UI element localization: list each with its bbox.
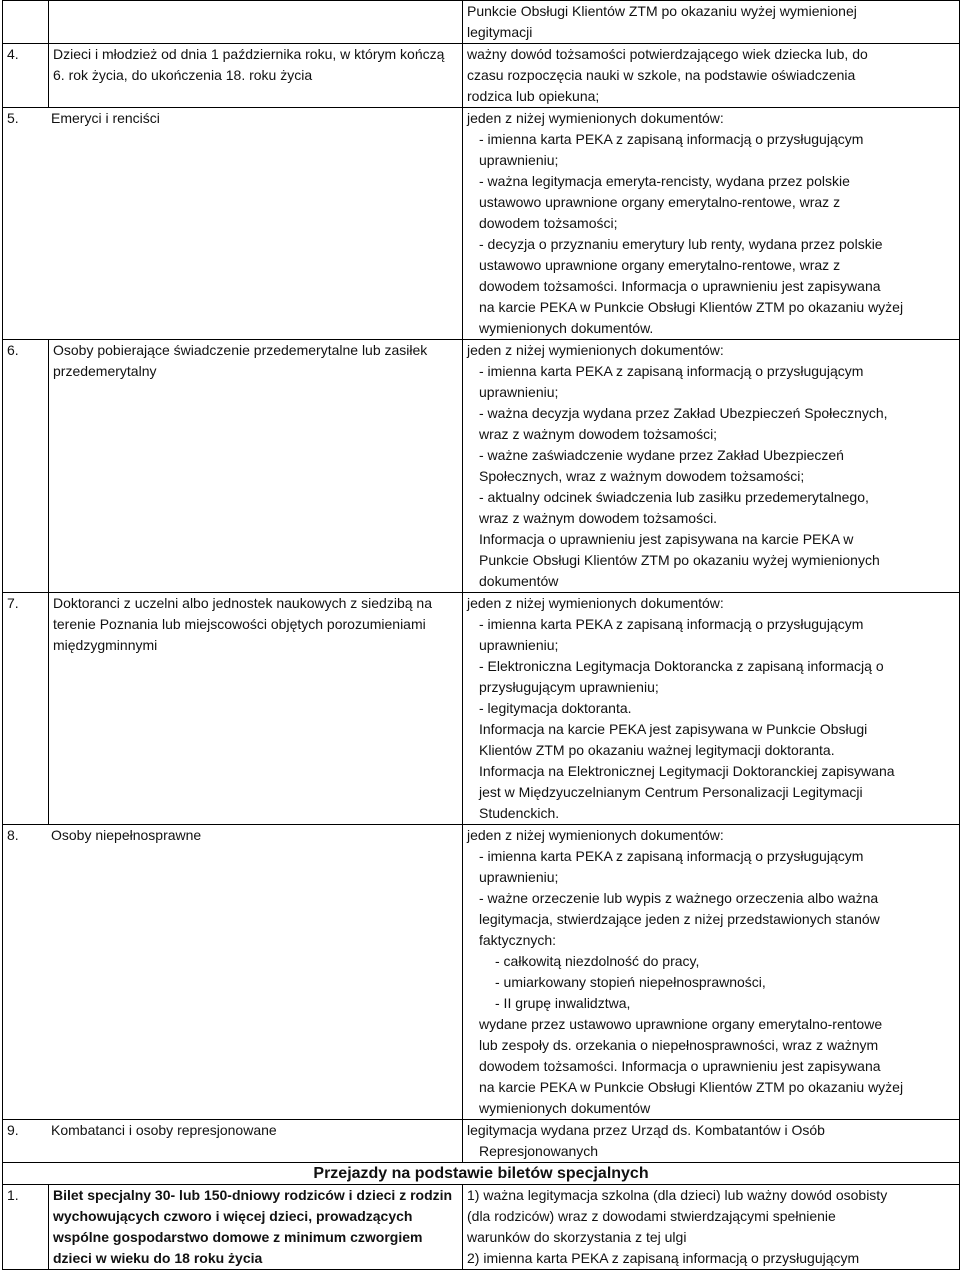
row-number: 5. xyxy=(7,110,19,126)
docs-line: Informacja na Elektronicznej Legitymacji Doktoranckiej zapisywana xyxy=(479,763,895,779)
docs-line: na karcie PEKA w Punkcie Obsługi Klientów ZTM po okazaniu wyżej xyxy=(479,299,904,315)
docs-line: uprawnieniu; xyxy=(479,637,559,653)
docs-line: - II grupę inwalidztwa, xyxy=(495,995,631,1011)
docs-line: lub zespoły ds. orzekania o niepełnosprawności, wraz z ważnym xyxy=(479,1037,879,1053)
docs-line: ustawowo uprawnione organy emerytalno-rentowe, wraz z xyxy=(479,257,841,273)
row-number xyxy=(3,1,49,44)
row-docs xyxy=(463,340,960,593)
row-name: Doktoranci z uczelni albo jednostek naukowych z siedzibą na terenie Poznania lub miejscowości objętych porozumieniami międzygminnymi xyxy=(49,593,463,825)
docs-line: dowodem tożsamości. Informacja o uprawnieniu jest zapisywana xyxy=(479,278,881,294)
docs-line: - ważna legitymacja emeryta-rencisty, wydana przez polskie xyxy=(479,173,850,189)
row-number: 6. xyxy=(3,340,49,593)
row-number: 1. xyxy=(3,1185,49,1270)
row-number: 4. xyxy=(3,44,49,108)
docs-line: przysługującym uprawnieniu; xyxy=(479,679,659,695)
row-name: Osoby niepełnosprawne xyxy=(51,827,202,843)
row-docs xyxy=(463,1,960,44)
docs-line: - imienna karta PEKA z zapisaną informacją o przysługującym xyxy=(479,848,864,864)
docs-line: jeden z niżej wymienionych dokumentów: xyxy=(467,595,724,611)
docs-line: Informacja o uprawnieniu jest zapisywana na karcie PEKA w xyxy=(479,531,854,547)
row-name: Dzieci i młodzież od dnia 1 października roku, w którym kończą 6. rok życia, do ukończenia 18. roku życia xyxy=(49,44,463,108)
docs-line: (dla rodziców) wraz z dowodami stwierdzającymi spełnienie xyxy=(467,1208,836,1224)
table-row xyxy=(3,1,960,44)
row-docs xyxy=(463,44,960,108)
row-label xyxy=(3,1120,463,1163)
docs-line: ustawowo uprawnione organy emerytalno-rentowe, wraz z xyxy=(479,194,841,210)
docs-line: - całkowitą niezdolność do pracy, xyxy=(495,953,700,969)
docs-line: - imienna karta PEKA z zapisaną informacją o przysługującym xyxy=(479,616,864,632)
docs-line: wydane przez ustawowo uprawnione organy emerytalno-rentowe xyxy=(479,1016,883,1032)
docs-line: wymienionych dokumentów. xyxy=(479,320,654,336)
row-label xyxy=(3,825,463,1120)
row-name: Osoby pobierające świadczenie przedemerytalne lub zasiłek przedemerytalny xyxy=(49,340,463,593)
docs-line: Punkcie Obsługi Klientów ZTM po okazaniu wyżej wymienionej xyxy=(467,3,857,19)
row-name xyxy=(49,1,463,44)
docs-line: rodzica lub opiekuna; xyxy=(467,88,600,104)
row-label xyxy=(3,108,463,340)
docs-line: uprawnieniu; xyxy=(479,869,559,885)
row-name: Bilet specjalny 30- lub 150-dniowy rodziców i dzieci z rodzin wychowujących czworo i więcej dzieci, prowadzących wspólne gospodarstwo domowe z minimum czworgiem dzieci w wieku do 18 roku życia xyxy=(49,1185,463,1270)
docs-line: dokumentów xyxy=(479,573,559,589)
row-docs xyxy=(463,1120,960,1163)
docs-line: dowodem tożsamości; xyxy=(479,215,618,231)
docs-line: ważny dowód tożsamości potwierdzającego wiek dziecka lub, do xyxy=(467,46,868,62)
table-row xyxy=(3,44,960,108)
docs-line: - ważne orzeczenie lub wypis z ważnego orzeczenia albo ważna xyxy=(479,890,879,906)
table-row xyxy=(3,825,960,1120)
docs-line: faktycznych: xyxy=(479,932,557,948)
docs-line: - imienna karta PEKA z zapisaną informacją o przysługującym xyxy=(479,363,864,379)
docs-line: Informacja na karcie PEKA jest zapisywana w Punkcie Obsługi xyxy=(479,721,868,737)
docs-line: - ważne zaświadczenie wydane przez Zakład Ubezpieczeń xyxy=(479,447,844,463)
docs-line: - legitymacja doktoranta. xyxy=(479,700,632,716)
row-docs xyxy=(463,1185,960,1270)
docs-line: Punkcie Obsługi Klientów ZTM po okazaniu wyżej wymienionych xyxy=(479,552,880,568)
eligibility-table xyxy=(2,0,960,1270)
docs-line: dowodem tożsamości. Informacja o uprawnieniu jest zapisywana xyxy=(479,1058,881,1074)
table-row xyxy=(3,593,960,825)
docs-line: czasu rozpoczęcia nauki w szkole, na podstawie oświadczenia xyxy=(467,67,856,83)
docs-line: Społecznych, wraz z ważnym dowodem tożsamości; xyxy=(479,468,805,484)
docs-line: Studenckich. xyxy=(479,805,560,821)
table-row xyxy=(3,1185,960,1270)
docs-line: - Elektroniczna Legitymacja Doktorancka z zapisaną informacją o xyxy=(479,658,884,674)
row-docs xyxy=(463,593,960,825)
docs-line: jeden z niżej wymienionych dokumentów: xyxy=(467,827,724,843)
section-header: Przejazdy na podstawie biletów specjalnych xyxy=(3,1163,960,1185)
table-row xyxy=(3,108,960,340)
docs-line: jest w Międzyuczelnianym Centrum Personalizacji Legitymacji xyxy=(479,784,863,800)
docs-line: legitymacji xyxy=(467,24,533,40)
row-number: 8. xyxy=(7,827,19,843)
docs-line: - decyzja o przyznaniu emerytury lub renty, wydana przez polskie xyxy=(479,236,883,252)
docs-line: na karcie PEKA w Punkcie Obsługi Klientów ZTM po okazaniu wyżej xyxy=(479,1079,904,1095)
row-name: Emeryci i renciści xyxy=(51,110,160,126)
docs-line: wraz z ważnym dowodem tożsamości. xyxy=(479,510,718,526)
docs-line: - imienna karta PEKA z zapisaną informacją o przysługującym xyxy=(479,131,864,147)
docs-line: uprawnieniu; xyxy=(479,152,559,168)
docs-line: Represjonowanych xyxy=(479,1143,599,1159)
docs-line: warunków do skorzystania z tej ulgi xyxy=(467,1229,687,1245)
docs-line: - ważna decyzja wydana przez Zakład Ubezpieczeń Społecznych, xyxy=(479,405,888,421)
docs-line: - umiarkowany stopień niepełnosprawności, xyxy=(495,974,766,990)
docs-line: 1) ważna legitymacja szkolna (dla dzieci) lub ważny dowód osobisty xyxy=(467,1187,888,1203)
docs-line: 2) imienna karta PEKA z zapisaną informacją o przysługującym xyxy=(467,1250,860,1266)
table-row xyxy=(3,1120,960,1163)
row-docs xyxy=(463,825,960,1120)
row-number: 7. xyxy=(3,593,49,825)
table-row xyxy=(3,340,960,593)
row-number: 9. xyxy=(7,1122,19,1138)
docs-line: wraz z ważnym dowodem tożsamości; xyxy=(479,426,718,442)
docs-line: jeden z niżej wymienionych dokumentów: xyxy=(467,342,724,358)
docs-line: wymienionych dokumentów xyxy=(479,1100,651,1116)
docs-line: uprawnieniu; xyxy=(479,384,559,400)
docs-line: jeden z niżej wymienionych dokumentów: xyxy=(467,110,724,126)
row-docs xyxy=(463,108,960,340)
section-header-row xyxy=(3,1163,960,1185)
row-name: Kombatanci i osoby represjonowane xyxy=(51,1122,277,1138)
docs-line: - aktualny odcinek świadczenia lub zasiłku przedemerytalnego, xyxy=(479,489,869,505)
docs-line: legitymacja wydana przez Urząd ds. Kombatantów i Osób xyxy=(467,1122,825,1138)
docs-line: legitymacja, stwierdzające jeden z niżej przedstawionych stanów xyxy=(479,911,880,927)
docs-line: Klientów ZTM po okazaniu ważnej legitymacji doktoranta. xyxy=(479,742,835,758)
